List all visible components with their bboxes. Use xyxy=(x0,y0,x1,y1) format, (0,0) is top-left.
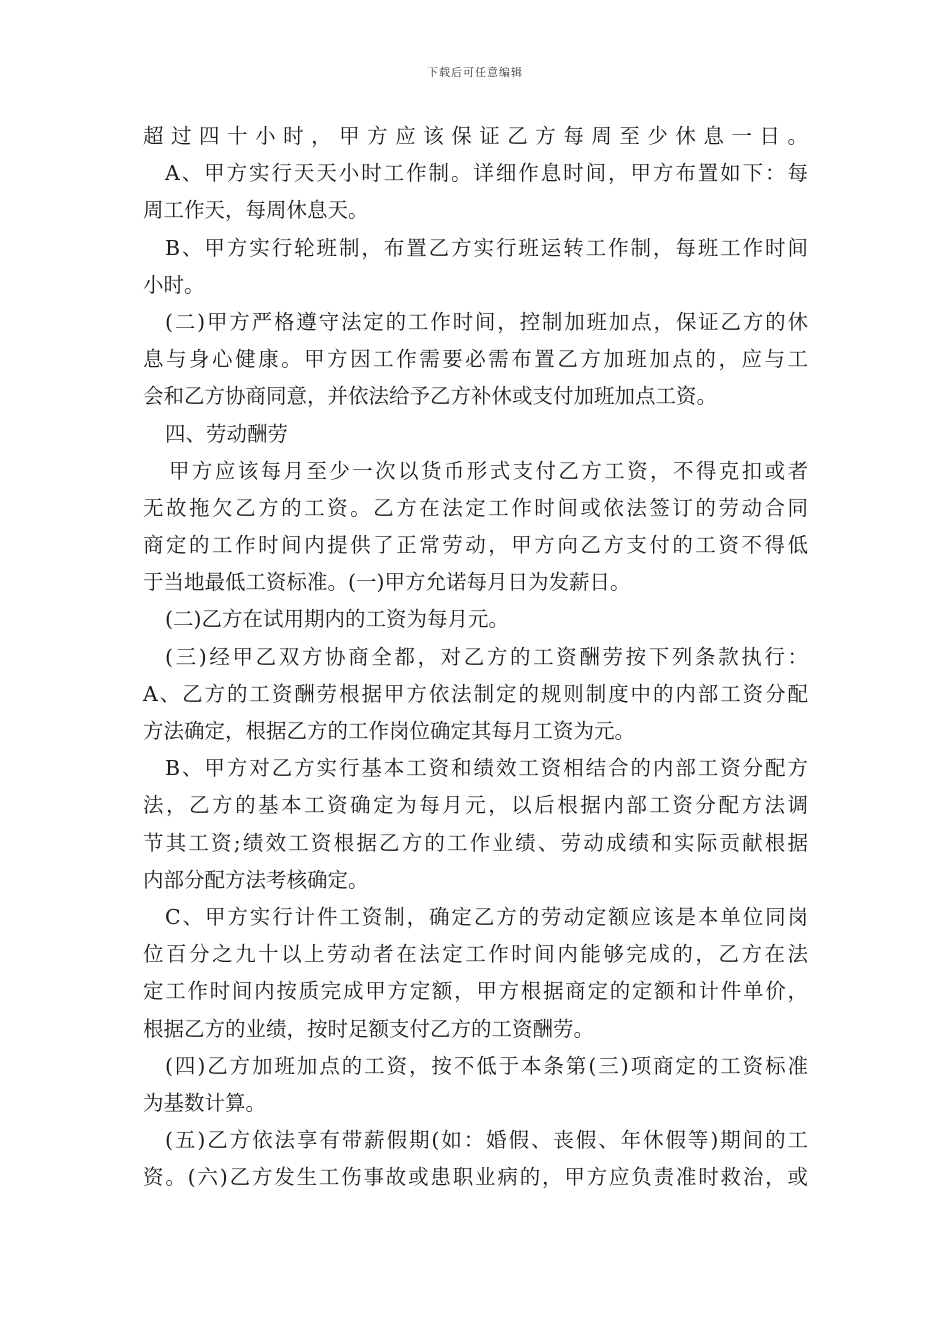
text-line: 会和乙方协商同意，并依法给予乙方补休或支付加班加点工资。 xyxy=(143,384,717,409)
text-line: 资。(六)乙方发生工伤事故或患职业病的，甲方应负责准时救治，或 xyxy=(143,1165,808,1190)
text-line: 定工作时间内按质完成甲方定额，甲方根据商定的定额和计件单价， xyxy=(143,979,808,1004)
page-header-note: 下载后可任意编辑 xyxy=(427,66,523,79)
document-body xyxy=(143,118,808,1196)
text-line: (二)甲方严格遵守法定的工作时间，控制加班加点，保证乙方的休 xyxy=(165,309,808,334)
text-line: 息与身心健康。甲方因工作需要必需布置乙方加班加点的，应与工 xyxy=(143,347,808,372)
text-line: 节其工资;绩效工资根据乙方的工作业绩、劳动成绩和实际贡献根据 xyxy=(143,830,808,855)
text-line: A、甲方实行天天小时工作制。详细作息时间，甲方布置如下：每 xyxy=(165,161,808,186)
text-line: 位百分之九十以上劳动者在法定工作时间内能够完成的，乙方在法 xyxy=(143,942,808,967)
text-line: (五)乙方依法享有带薪假期(如：婚假、丧假、年休假等)期间的工 xyxy=(165,1128,808,1153)
text-line: 超过四十小时，甲方应该保证乙方每周至少休息一日。 xyxy=(143,124,808,148)
text-line: 为基数计算。 xyxy=(143,1090,266,1115)
text-line: 周工作天，每周休息天。 xyxy=(143,198,369,223)
text-line: B、甲方实行轮班制，布置乙方实行班运转工作制，每班工作时间 xyxy=(165,235,808,260)
text-line: 内部分配方法考核确定。 xyxy=(143,867,369,892)
text-line: 甲方应该每月至少一次以货币形式支付乙方工资，不得克扣或者 xyxy=(169,458,808,483)
text-line: 小时。 xyxy=(143,272,205,297)
text-line: (三)经甲乙双方协商全都，对乙方的工资酬劳按下列条款执行： xyxy=(165,644,808,669)
text-line: A、乙方的工资酬劳根据甲方依法制定的规则制度中的内部工资分配 xyxy=(143,681,808,706)
text-line: 根据乙方的业绩，按时足额支付乙方的工资酬劳。 xyxy=(143,1016,594,1041)
text-line: (二)乙方在试用期内的工资为每月元。 xyxy=(165,607,509,632)
text-line: B、甲方对乙方实行基本工资和绩效工资相结合的内部工资分配方 xyxy=(165,756,808,781)
text-line: 法，乙方的基本工资确定为每月元，以后根据内部工资分配方法调 xyxy=(143,793,808,818)
text-line: (四)乙方加班加点的工资，按不低于本条第(三)项商定的工资标准 xyxy=(165,1053,808,1078)
text-line: 方法确定，根据乙方的工作岗位确定其每月工资为元。 xyxy=(143,719,635,743)
text-line: C、甲方实行计件工资制，确定乙方的劳动定额应该是本单位同岗 xyxy=(165,904,808,929)
section-heading: 四、劳动酬劳 xyxy=(165,421,288,446)
text-line: 商定的工作时间内提供了正常劳动，甲方向乙方支付的工资不得低 xyxy=(143,533,808,558)
text-line: 于当地最低工资标准。(一)甲方允诺每月日为发薪日。 xyxy=(143,570,631,595)
text-line: 无故拖欠乙方的工资。乙方在法定工作时间或依法签订的劳动合同 xyxy=(143,495,808,520)
